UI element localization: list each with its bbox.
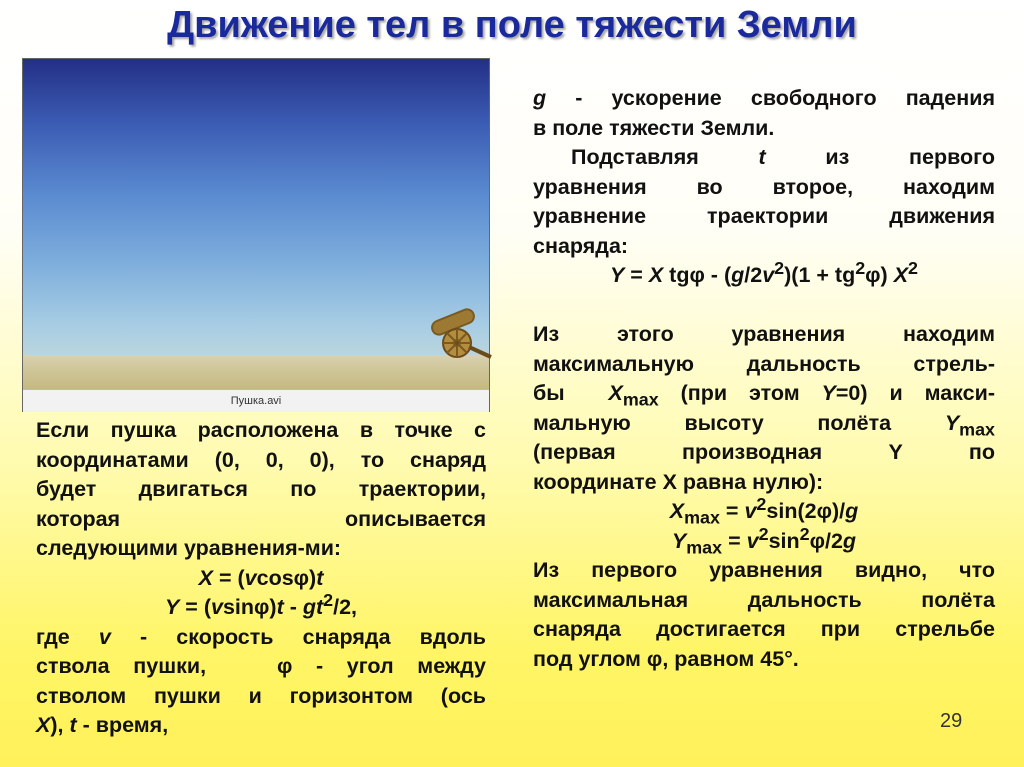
text-line: максимальная дальность полёта: [533, 587, 995, 612]
text-line: которая описывается: [36, 506, 486, 531]
equation-x: X = (vcosφ)t: [198, 565, 324, 590]
sky-background: [23, 59, 489, 359]
slide-title: Движение тел в поле тяжести Земли: [167, 4, 857, 46]
cannon-icon: [423, 305, 495, 365]
equation-y: $Y = (vsin\varphi)t - gt^2/2$,: [164, 589, 358, 619]
text-line: где v - скорость снаряда вдоль: [36, 624, 487, 649]
text-line: Из первого уравнения видно, что: [533, 558, 995, 582]
text-line: Если пушка расположена в точке с: [36, 418, 486, 442]
text-line: в поле тяжести Земли.: [533, 115, 775, 140]
text-line: стволом пушки и горизонтом (ось: [36, 683, 486, 708]
text-line: мальную высоту полёта $Y_{max}$: [533, 410, 995, 439]
left-text-block: [36, 416, 486, 741]
text-line: координатами (0, 0, 0), то снаряд: [36, 447, 486, 472]
video-caption: Пушка.avi: [23, 389, 489, 412]
text-line: снаряда достигается при стрельбе: [533, 617, 995, 641]
page-number: 29: [940, 710, 963, 732]
text-line: снаряда:: [533, 233, 629, 258]
text-line: уравнение траектории движения: [533, 204, 995, 228]
text-line: g - ускорение свободного падения: [533, 86, 995, 110]
video-player[interactable]: [22, 58, 490, 412]
text-line: бы $X_{max}$ (при этом Y=0) и макси-: [533, 381, 995, 410]
text-line: Из этого уравнения находим: [533, 322, 995, 346]
right-text-block: [533, 84, 995, 674]
text-line: под углом φ, равном 45°.: [533, 646, 799, 671]
equation-xmax: $X_{max} = v^2\sin(2\varphi)/g$: [669, 493, 859, 528]
text-line: (первая производная Y по: [533, 440, 995, 464]
spacer: [533, 291, 995, 321]
text-line: следующими уравнения-ми:: [36, 536, 342, 560]
text-line: X), t - время,: [36, 713, 169, 737]
text-line: будет двигаться по траектории,: [36, 477, 486, 501]
ground-strip: [23, 355, 489, 389]
equation-ymax: $Y_{max} = v^2\sin^2\varphi/2g$: [671, 523, 857, 557]
text-line: максимальную дальность стрель-: [533, 351, 995, 376]
text-line: уравнения во второе, находим: [533, 174, 995, 199]
equation-trajectory: Y = X $tg\varphi - (g/2v^2)(1 + tg^2\varphi)$ $X^2$: [609, 257, 918, 287]
text-line: Подставляя t из первого: [571, 145, 995, 169]
text-line: ствола пушки, φ - угол между: [36, 654, 486, 678]
text-line: координате X равна нулю):: [533, 469, 824, 494]
